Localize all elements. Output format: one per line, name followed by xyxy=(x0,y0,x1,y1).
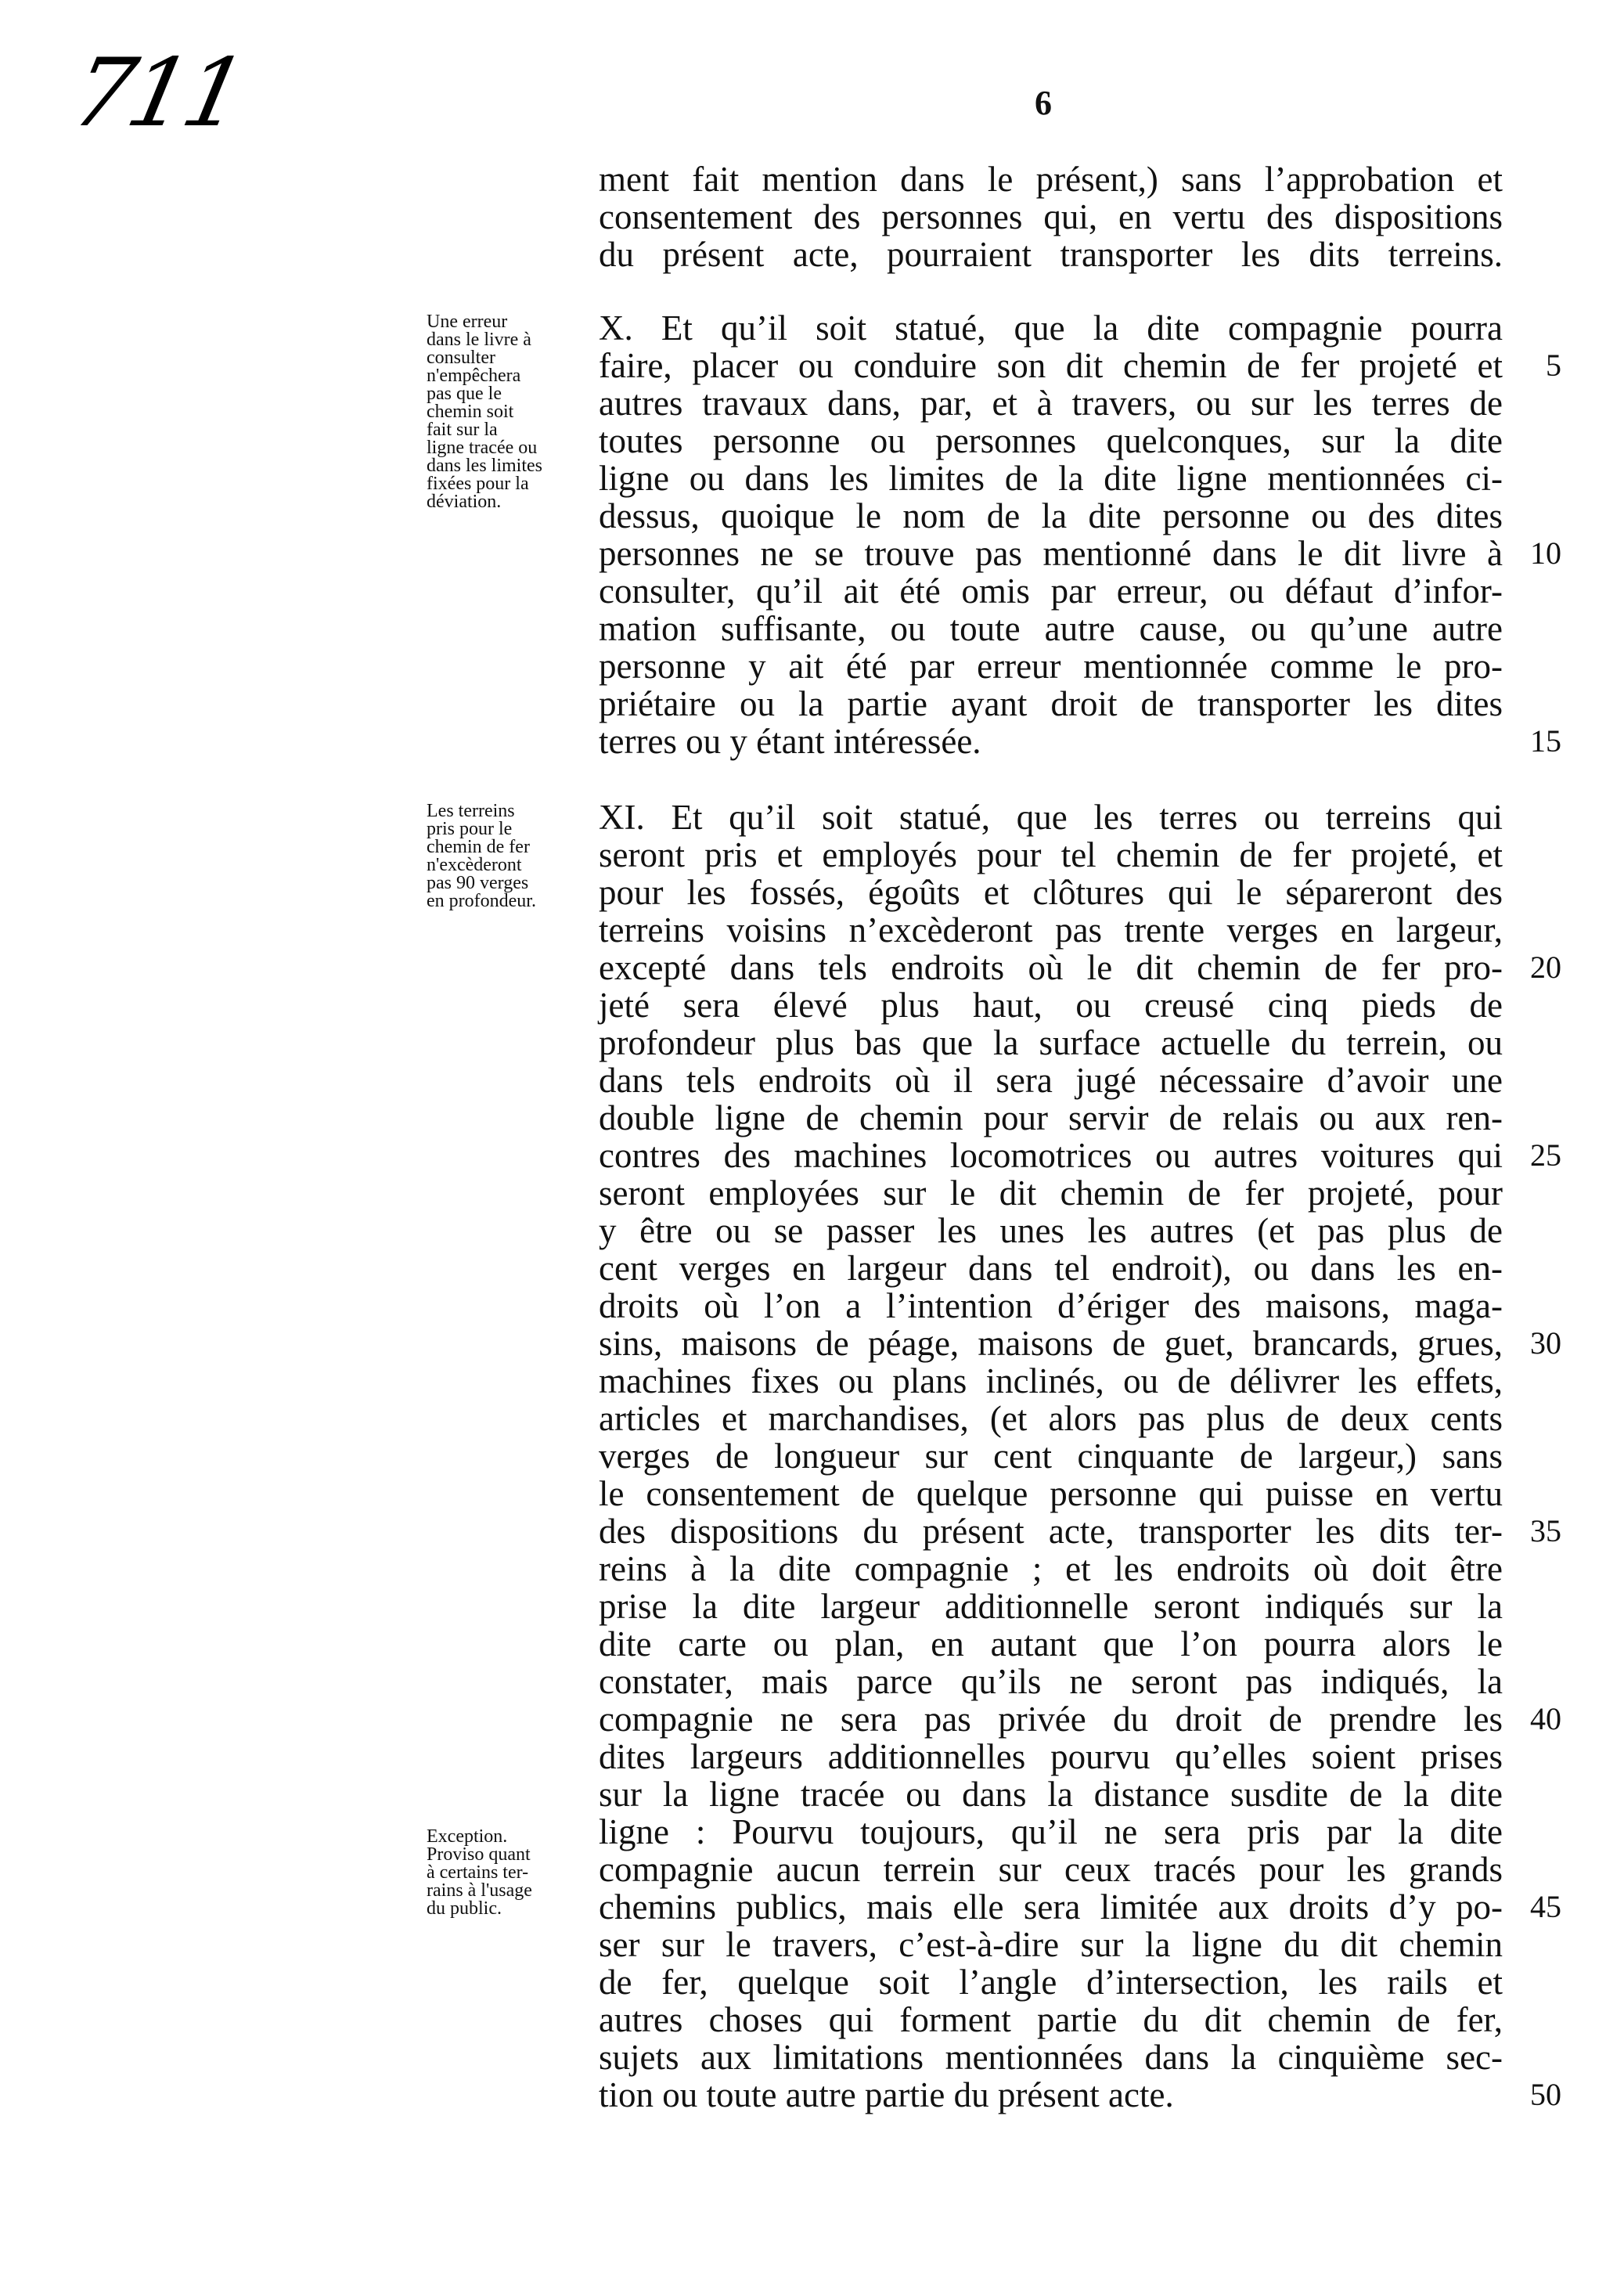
text-line: ment fait mention dans le présent,) sans l’approbation et xyxy=(599,160,1503,199)
text-line: du présent acte, pourraient transporter les dits terreins. xyxy=(599,235,1503,274)
margin-note-line: fixées pour la xyxy=(427,474,529,494)
margin-note-line: dans les limites xyxy=(427,456,542,476)
text-line: consulter, qu’il ait été omis par erreur, ou défaut d’infor- xyxy=(599,571,1503,611)
text-line: jeté sera élevé plus haut, ou creusé cinq pieds de xyxy=(599,986,1503,1025)
text-line: terreins voisins n’excèderont pas trente verges en largeur, xyxy=(599,910,1503,950)
text-line: dans tels endroits où il sera jugé nécessaire d’avoir une xyxy=(599,1061,1503,1100)
margin-note-line: en profondeur. xyxy=(427,891,536,911)
text-line: tion ou toute autre partie du présent acte. xyxy=(599,2075,1174,2114)
text-line: y être ou se passer les unes les autres (et pas plus de xyxy=(599,1211,1503,1250)
margin-note-line: du public. xyxy=(427,1898,502,1919)
text-line: double ligne de chemin pour servir de relais ou aux ren- xyxy=(599,1098,1503,1137)
margin-note-line: à certains ter- xyxy=(427,1862,529,1883)
text-line: X. Et qu’il soit statué, que la dite compagnie pourra xyxy=(599,308,1503,348)
margin-note-exception xyxy=(427,1828,595,1918)
text-line: de fer, quelque soit l’angle d’intersection, les rails et xyxy=(599,1963,1503,2002)
margin-note-line: pas que le xyxy=(427,384,502,404)
text-line: mation suffisante, ou toute autre cause, ou qu’une autre xyxy=(599,609,1503,648)
line-number: 30 xyxy=(1530,1325,1561,1361)
text-line: dite carte ou plan, en autant que l’on pourra alors le xyxy=(599,1624,1503,1664)
margin-note-line: pas 90 verges xyxy=(427,873,529,893)
text-line: constater, mais parce qu’ils ne seront pas indiqués, la xyxy=(599,1662,1503,1701)
margin-note-line: chemin soit xyxy=(427,402,514,422)
line-number: 40 xyxy=(1530,1701,1561,1736)
text-line: ligne : Pourvu toujours, qu’il ne sera pris par la dite xyxy=(599,1812,1503,1851)
text-line: verges de longueur sur cent cinquante de largeur,) sans xyxy=(599,1436,1503,1476)
margin-note-line: consulter xyxy=(427,348,495,368)
margin-note-line: dans le livre à xyxy=(427,330,531,350)
margin-note-line: fait sur la xyxy=(427,420,498,440)
text-line: autres choses qui forment partie du dit chemin de fer, xyxy=(599,2000,1503,2039)
margin-note-line: Les terreins xyxy=(427,801,515,821)
text-line: droits où l’on a l’intention d’ériger des maisons, maga- xyxy=(599,1286,1503,1325)
text-line: seront pris et employés pour tel chemin de fer projeté, et xyxy=(599,835,1503,874)
text-line: sins, maisons de péage, maisons de guet, brancards, grues, xyxy=(599,1324,1503,1363)
line-number: 45 xyxy=(1530,1889,1561,1924)
text-line: seront employées sur le dit chemin de fer projeté, pour xyxy=(599,1173,1503,1213)
text-line: pour les fossés, égoûts et clôtures qui le sépareront des xyxy=(599,873,1503,912)
line-number: 50 xyxy=(1530,2077,1561,2112)
text-line: toutes personne ou personnes quelconques, sur la dite xyxy=(599,421,1503,460)
text-line: articles et marchandises, (et alors pas plus de deux cents xyxy=(599,1399,1503,1438)
margin-note-line: Proviso quant xyxy=(427,1844,531,1865)
text-line: excepté dans tels endroits où le dit chemin de fer pro- xyxy=(599,948,1503,987)
text-line: machines fixes ou plans inclinés, ou de délivrer les effets, xyxy=(599,1361,1503,1400)
text-line: personne y ait été par erreur mentionnée comme le pro- xyxy=(599,647,1503,686)
text-line: compagnie aucun terrein sur ceux tracés pour les grands xyxy=(599,1850,1503,1889)
line-number: 10 xyxy=(1530,535,1561,571)
text-line: reins à la dite compagnie ; et les endroits où doit être xyxy=(599,1549,1503,1588)
margin-note-line: déviation. xyxy=(427,492,502,512)
page-number: 6 xyxy=(1035,84,1052,122)
line-number: 35 xyxy=(1530,1513,1561,1548)
text-line: dites largeurs additionnelles pourvu qu’elles soient prises xyxy=(599,1737,1503,1776)
text-line: XI. Et qu’il soit statué, que les terres ou terreins qui xyxy=(599,798,1503,837)
margin-note-line: chemin de fer xyxy=(427,837,530,857)
text-line: faire, placer ou conduire son dit chemin de fer projeté et xyxy=(599,346,1503,385)
text-line: consentement des personnes qui, en vertu des dispositions xyxy=(599,197,1503,236)
text-line: compagnie ne sera pas privée du droit de prendre les xyxy=(599,1700,1503,1739)
margin-note-erreur xyxy=(427,313,595,511)
text-line: autres travaux dans, par, et à travers, ou sur les terres de xyxy=(599,384,1503,423)
text-line: prise la dite largeur additionnelle seront indiqués sur la xyxy=(599,1587,1503,1626)
text-line: ligne ou dans les limites de la dite ligne mentionnées ci- xyxy=(599,459,1503,498)
margin-note-line: ligne tracée ou xyxy=(427,438,538,458)
line-number: 25 xyxy=(1530,1137,1561,1173)
margin-note-line: pris pour le xyxy=(427,819,513,839)
margin-note-line: n'empêchera xyxy=(427,366,521,386)
text-line: contres des machines locomotrices ou autres voitures qui xyxy=(599,1136,1503,1175)
line-number: 15 xyxy=(1530,723,1561,759)
line-number: 5 xyxy=(1546,348,1561,383)
margin-note-line: Une erreur xyxy=(427,312,508,332)
text-line: sujets aux limitations mentionnées dans la cinquième sec- xyxy=(599,2038,1503,2077)
text-line: profondeur plus bas que la surface actuelle du terrein, ou xyxy=(599,1023,1503,1062)
margin-note-line: rains à l'usage xyxy=(427,1880,532,1901)
text-line: terres ou y étant intéressée. xyxy=(599,722,981,761)
text-line: le consentement de quelque personne qui puisse en vertu xyxy=(599,1474,1503,1513)
margin-note-line: n'excèderont xyxy=(427,855,522,875)
text-line: priétaire ou la partie ayant droit de transporter les dites xyxy=(599,684,1503,723)
text-line: sur la ligne tracée ou dans la distance susdite de la dite xyxy=(599,1775,1503,1814)
text-line: dessus, quoique le nom de la dite personne ou des dites xyxy=(599,496,1503,535)
margin-note-line: Exception. xyxy=(427,1826,508,1847)
margin-note-terreins xyxy=(427,802,595,910)
handwritten-folio-number: 711 xyxy=(63,39,251,148)
text-line: cent verges en largeur dans tel endroit), ou dans les en- xyxy=(599,1249,1503,1288)
text-line: personnes ne se trouve pas mentionné dans le dit livre à xyxy=(599,534,1503,573)
text-line: ser sur le travers, c’est-à-dire sur la ligne du dit chemin xyxy=(599,1925,1503,1964)
text-line: chemins publics, mais elle sera limitée aux droits d’y po- xyxy=(599,1887,1503,1927)
line-number: 20 xyxy=(1530,950,1561,985)
text-line: des dispositions du présent acte, transporter les dits ter- xyxy=(599,1512,1503,1551)
